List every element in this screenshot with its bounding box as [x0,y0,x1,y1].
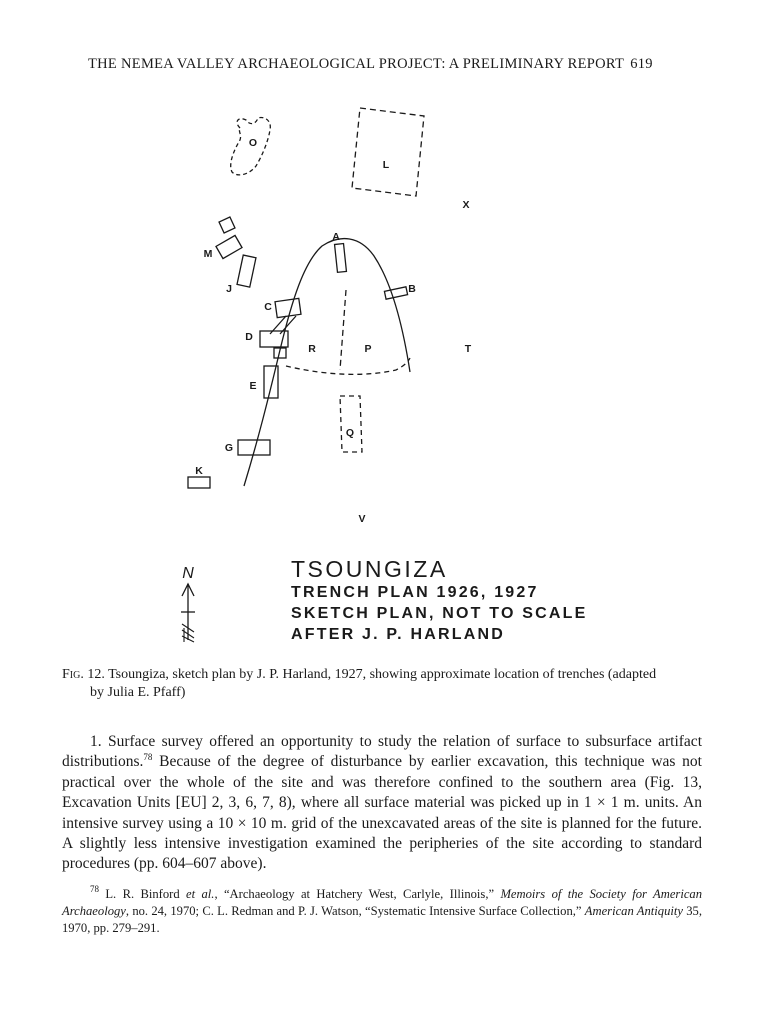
north-arrow [181,565,195,642]
label-v: V [358,513,366,525]
trench-k [188,477,210,488]
running-head [88,56,700,73]
label-k: K [195,465,203,477]
label-o: O [248,137,258,149]
trench-j [237,255,256,287]
figure-caption [62,666,702,702]
label-b: B [408,283,416,295]
label-c: C [264,301,272,313]
label-p: P [364,343,372,355]
footnote-part: , “Archaeology at Hatchery West, Carlyle, Illinois,” [214,887,501,901]
title-line-1: TSOUNGIZA [291,556,448,582]
trench-m-small [219,217,235,233]
title-line-2: TRENCH PLAN 1926, 1927 [291,584,539,601]
footnote-text [62,886,702,937]
trench-a [335,244,347,273]
label-t: T [464,343,472,355]
trench-c [275,298,301,317]
footnote-part: 35, 1970, pp. 279–291. [62,904,703,935]
footnote-journal: American Antiquity [584,904,683,918]
page-number: 619 [630,56,653,72]
trench-b [384,287,407,299]
footnote-italic: et al. [186,887,215,901]
area-l-outline [352,108,424,196]
footnote-part: L. R. Binford [99,887,187,901]
body-text [62,732,702,875]
label-g: G [224,442,234,454]
footnote [62,886,702,937]
label-j: J [226,283,232,295]
footnote-journal: Memoirs of the Society for American Archaeology [62,887,703,918]
caption-label: Fig. 12. [62,667,105,682]
divider-dashed [340,290,346,370]
title-line-4: AFTER J. P. HARLAND [291,626,505,643]
footnote-number: 78 [90,884,99,894]
label-r: R [308,343,316,355]
hill-base-dashed [286,358,410,374]
paragraph [62,732,702,875]
label-d: D [245,331,253,343]
hill-outline [244,239,410,486]
figure-title-block [291,556,588,645]
footnote-ref[interactable]: 78 [143,752,153,763]
label-q: Q [345,427,355,439]
trench-m [216,235,242,258]
footnote-part: , no. 24, 1970; C. L. Redman and P. J. Watson, “Systematic Intensive Surface Collection,” [125,904,585,918]
trench-e [264,366,278,398]
paragraph-text-a: 1. Surface survey offered an opportunity to study the relation of surface to subsurface artifact distributions. [62,733,702,771]
label-x: X [462,199,470,211]
area-q-outline [340,396,362,452]
running-title: THE NEMEA VALLEY ARCHAEOLOGICAL PROJECT: A PRELIMINARY REPORT [88,56,625,72]
caption-text-cont: by Julia E. Pfaff) [90,685,186,700]
label-l: L [382,159,390,171]
caption-text: Tsoungiza, sketch plan by J. P. Harland, 1927, showing approximate location of trenches (adapted [108,667,657,682]
paragraph-text-b: Because of the degree of disturbance by earlier excavation, this technique was not practical over the whole of the site and was therefore confined to the southern area (Fig. 13, Excavation Units [EU] 2, 3, 6, 7, 8), where all surface material was picked up in 1 × 1 m. units. An intensive survey using a 10 × 10 m. grid of the unexcavated areas of the site is planned for the future. A slightly less intensive investigation examined the peripheries of the site according to standard procedures (pp. 604–607 above). [62,753,702,873]
title-line-3: SKETCH PLAN, NOT TO SCALE [291,605,588,622]
label-e: E [249,380,257,392]
north-label: N [182,565,194,582]
label-a: A [332,231,340,243]
label-m: M [203,248,213,260]
